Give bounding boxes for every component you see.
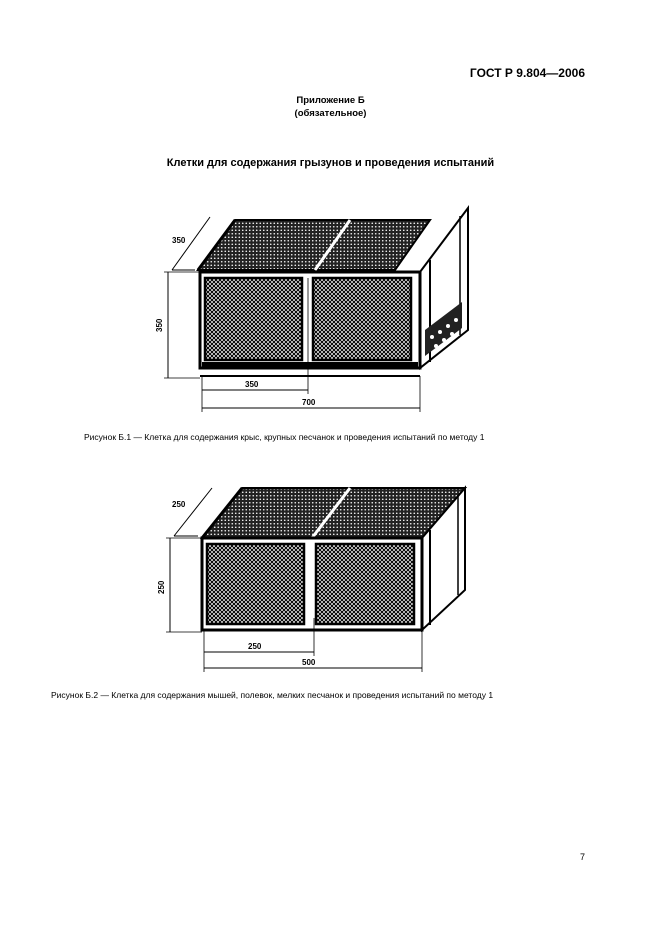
- annex-status: (обязательное): [294, 108, 367, 119]
- dim-total-width-label: 700: [302, 398, 316, 407]
- annex-title: Приложение Б: [296, 95, 365, 106]
- cage-top: [202, 488, 465, 538]
- cage-front: [200, 272, 420, 376]
- cage-side: [420, 208, 468, 368]
- dim-half-width-label: 350: [245, 380, 259, 389]
- cage-front: [202, 538, 422, 630]
- dim-total-width-label: 500: [302, 658, 316, 667]
- figure2-caption: Рисунок Б.2 — Клетка для содержания мышей, полевок, мелких песчанок и проведения испытаний по методу 1: [51, 690, 494, 700]
- dim-half-width-label: 250: [248, 642, 262, 651]
- dim-height-label: 250: [157, 580, 166, 594]
- cage-top: [198, 220, 430, 270]
- standard-code: ГОСТ Р 9.804—2006: [469, 66, 585, 80]
- dim-depth-label: 250: [172, 500, 186, 509]
- figure-rat-cage: [150, 190, 490, 420]
- page-number: 7: [580, 852, 586, 862]
- dim-depth-label: 350: [172, 236, 186, 245]
- figure-mouse-cage: [150, 480, 490, 680]
- dim-height-label: 350: [155, 318, 164, 332]
- annex-heading: [0, 94, 661, 120]
- figure1-caption: Рисунок Б.1 — Клетка для содержания крыс, крупных песчанок и проведения испытаний по методу 1: [84, 432, 485, 442]
- rat-cage-drawing: [150, 190, 490, 420]
- section-title: Клетки для содержания грызунов и проведения испытаний: [166, 157, 495, 169]
- mouse-cage-drawing: [150, 480, 490, 680]
